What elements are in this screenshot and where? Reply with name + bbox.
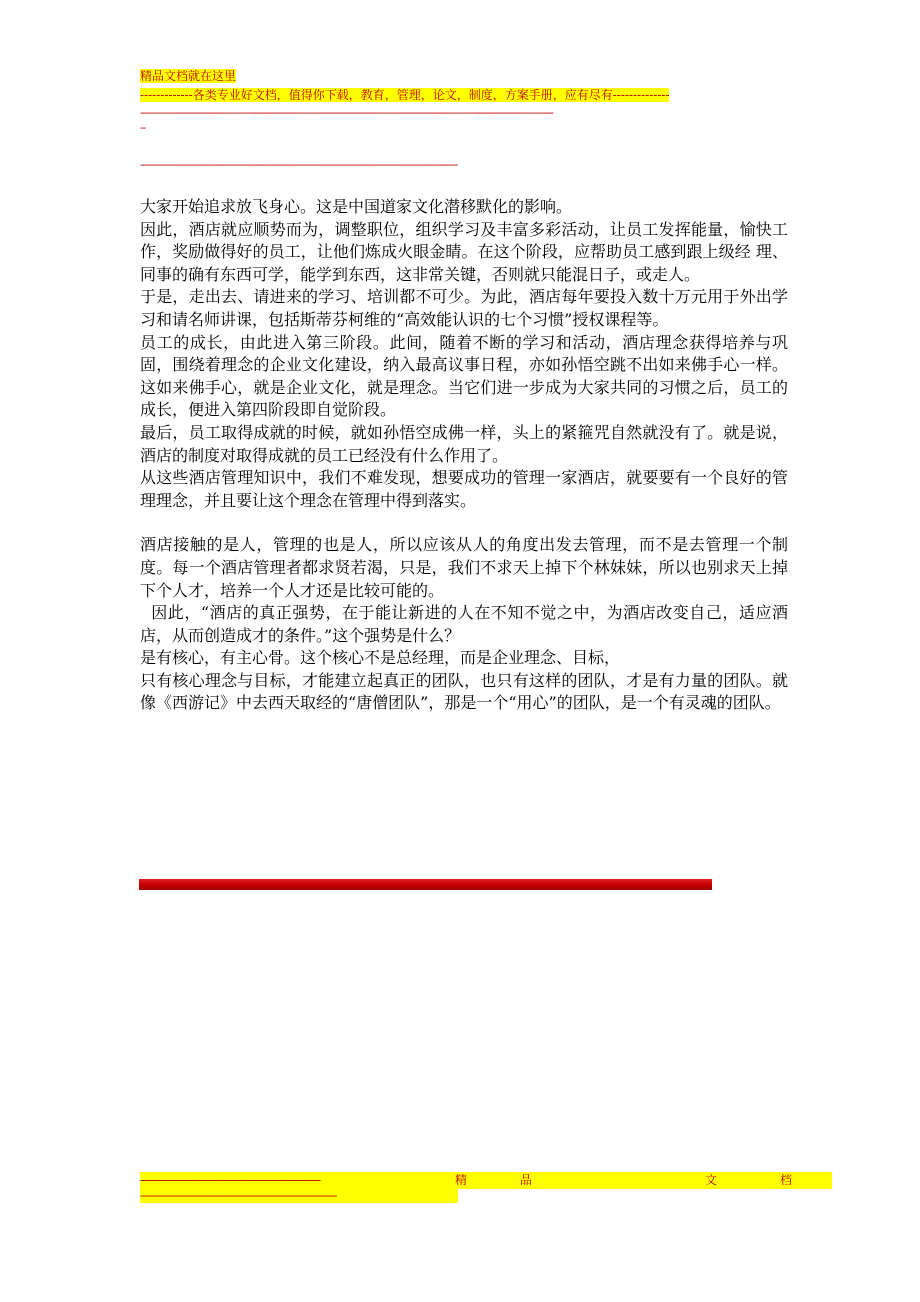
paragraph: 因此，酒店就应顺势而为，调整职位，组织学习及丰富多彩活动，让员工发挥能量，愉快工作，奖励做得好的员工，让他们炼成火眼金睛。在这个阶段，应帮助员工感到跟上级经 理、同事的确有东西可学，能学到东西，这非常关键，否则就只能混日子，或走人。 [140, 219, 788, 284]
header-tagline [140, 87, 669, 103]
paragraph-spacer [140, 512, 788, 534]
header-rule-2: -- [140, 121, 146, 134]
document-body [140, 196, 788, 715]
paragraph: 于是，走出去、请进来的学习、培训都不可少。为此，酒店每年要投入数十万元用于外出学习和请名师讲课，包括斯蒂芬柯维的“高效能认识的七个习惯”授权课程等。 [140, 287, 788, 329]
header-tagline-text: -------------各类专业好文档，值得你下载，教育，管理，论文，制度，方案手册，应有尽有-------------- [140, 88, 670, 102]
paragraph: 员工的成长，由此进入第三阶段。此间，随着不断的学习和活动，酒店理念获得培养与巩固，围绕着理念的企业文化建设，纳入最高议事日程，亦如孙悟空跳不出如来佛手心一样。这如来佛手心，就是企业文化，就是理念。当它们进一步成为大家共同的习惯之后，员工的成长，便进入第四阶段即自觉阶段。 [140, 332, 788, 420]
footer-char: 文 [705, 1173, 718, 1187]
header-rule-1: -------------------------------------------------------------------------------------------------------------------------------------------------------------------- [140, 106, 553, 119]
decorative-red-bar [139, 879, 712, 890]
header-title-text: 精品文档就在这里 [140, 69, 237, 83]
paragraph: 只有核心理念与目标，才能建立起真正的团队，也只有这样的团队，才是有力量的团队。就像《西游记》中去西天取经的“唐僧团队”，那是一个“用心”的团队，是一个有灵魂的团队。 [140, 670, 788, 713]
header-rule-3: ------------------------------------------------------------------------------------------------------------------------------ [140, 158, 458, 171]
footer-char: 精 [455, 1173, 468, 1187]
footer-dashes-line: ------------------------------------------------------------------------------ [140, 1189, 458, 1203]
paragraph: 是有核心，有主心骨。这个核心不是总经理，而是企业理念、目标， [140, 648, 621, 668]
footer-banner [140, 1172, 832, 1189]
header-title [140, 68, 236, 84]
footer-char: 品 [520, 1173, 533, 1187]
paragraph: 最后，员工取得成就的时候，就如孙悟空成佛一样，头上的紧箍咒自然就没有了。就是说，酒店的制度对取得成就的员工已经没有什么作用了。 [140, 422, 788, 465]
paragraph: 大家开始追求放飞身心。这是中国道家文化潜移默化的影响。 [140, 197, 573, 216]
footer-char: 档 [780, 1173, 793, 1187]
footer-dashes: --------------------------------------------------------------- [140, 1173, 320, 1187]
paragraph: 酒店接触的是人，管理的也是人，所以应该从人的角度出发去管理，而不是去管理一个制度。每一个酒店管理者都求贤若渴，只是，我们不求天上掉下个林妹妹，所以也别求天上掉下个人才，培养一个人才还是比较可能的。 [140, 535, 788, 600]
paragraph: 因此，“酒店的真正强势，在于能让新进的人在不知不觉之中，为酒店改变自己，适应酒店，从而创造成才的条件。”这个强势是什么？ [140, 603, 789, 645]
paragraph: 从这些酒店管理知识中，我们不难发现，想要成功的管理一家酒店，就要要有一个良好的管理理念，并且要让这个理念在管理中得到落实。 [140, 468, 788, 510]
